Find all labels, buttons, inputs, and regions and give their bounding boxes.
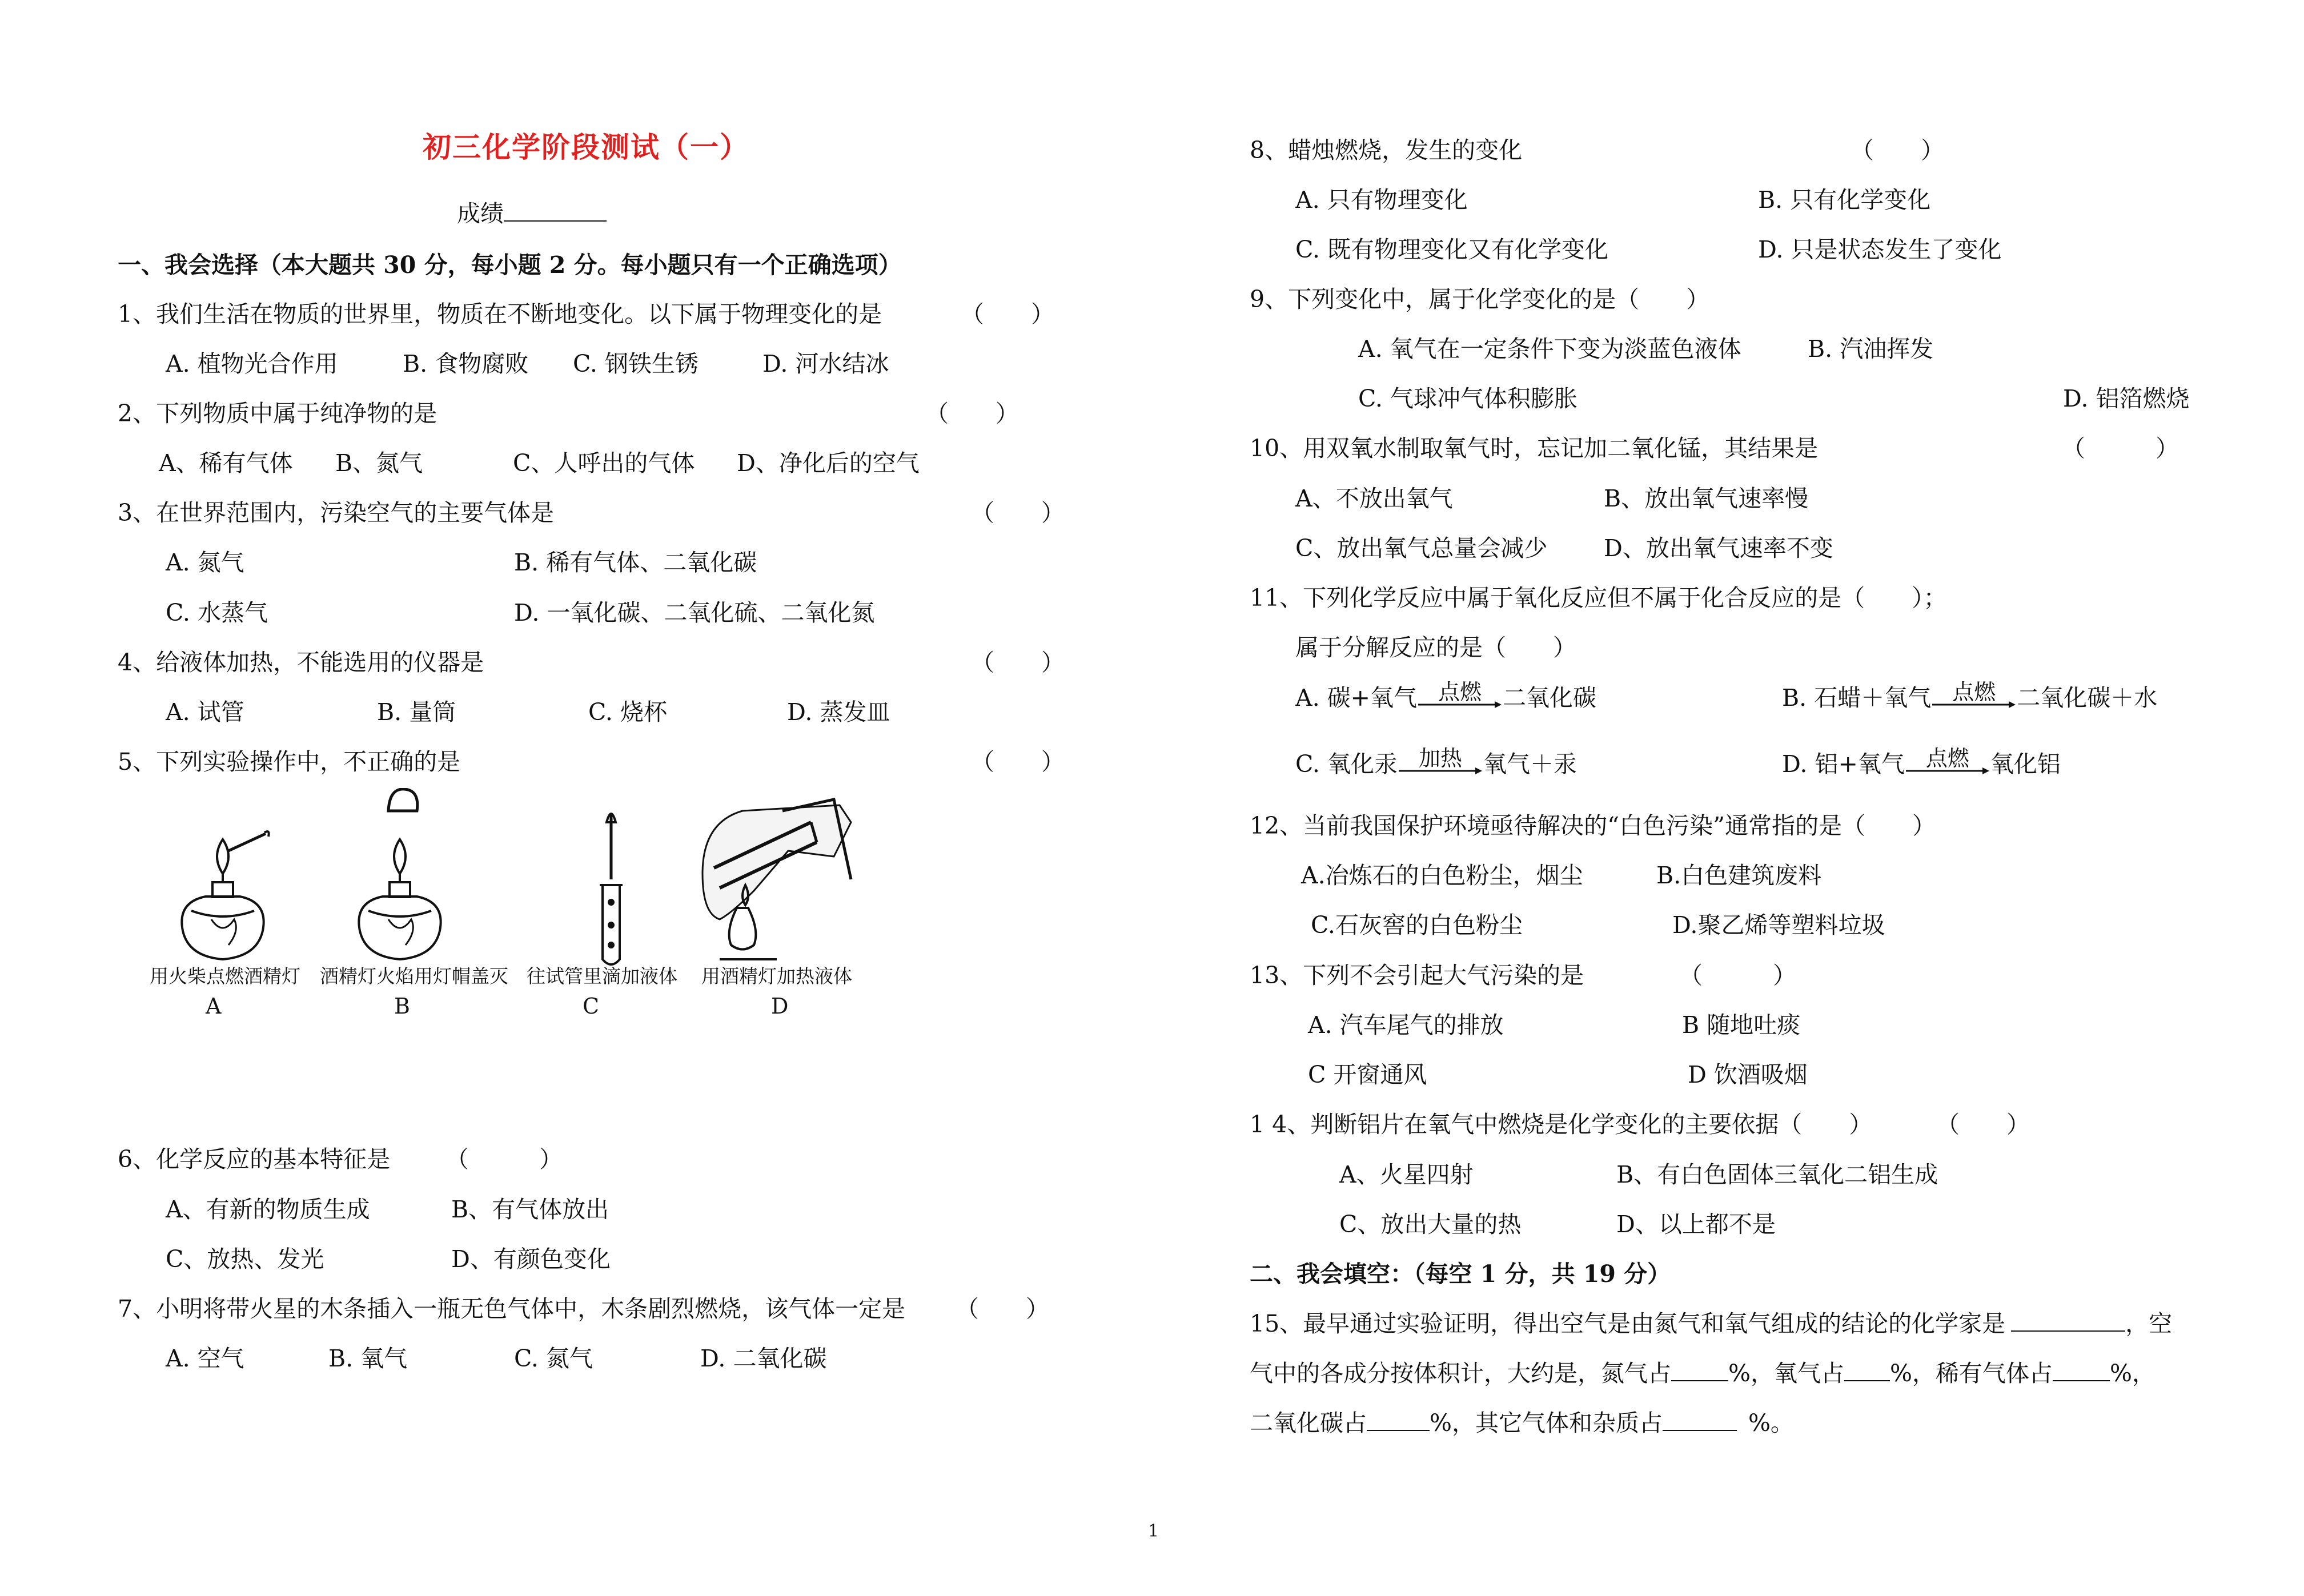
q2-option-b: B、氮气 (335, 449, 423, 477)
q11-option-d (1782, 746, 2061, 779)
q6-answer-paren: （ ） (445, 1145, 563, 1173)
test-tube-dropper-figure (600, 814, 623, 964)
q12-option-a: A.冶炼石的白色粉尘，烟尘 (1301, 862, 1583, 889)
q15-text2a: 气中的各成分按体积计，大约是，氮气占 (1250, 1360, 1671, 1387)
q3-option-b: B. 稀有气体、二氧化碳 (514, 549, 757, 576)
q4-option-a: A. 试管 (166, 698, 244, 726)
q5-fig-b-caption: 酒精灯火焰用灯帽盖灭 (320, 965, 508, 987)
q1-option-d: D. 河水结冰 (762, 350, 889, 377)
section2-heading: 二、我会填空：（每空 1 分，共 19 分） (1250, 1260, 1671, 1288)
q15-text1-end: ，空 (2125, 1310, 2173, 1337)
q9-option-b: B. 汽油挥发 (1808, 335, 1934, 363)
q15-blank-chemist[interactable] (2011, 1309, 2125, 1332)
q15-text3b: %，其它气体和杂质占 (1430, 1409, 1663, 1437)
q3-stem: 3、在世界范围内，污染空气的主要气体是 (118, 499, 555, 526)
q13-answer-paren: （ ） (1679, 962, 1796, 989)
q10-option-c: C、放出氧气总量会减少 (1295, 534, 1548, 562)
q15-line3 (1250, 1408, 1794, 1438)
page-title: 初三化学阶段测试（一） (423, 130, 749, 164)
q14-option-c: C、放出大量的热 (1339, 1211, 1522, 1238)
q15-blank-co2[interactable] (1367, 1408, 1430, 1431)
q13-stem: 13、下列不会引起大气污染的是 (1250, 962, 1584, 989)
page-number: 1 (1148, 1521, 1159, 1541)
q14-stem: 1 4、判断铝片在氧气中燃烧是化学变化的主要依据（ ） (1250, 1111, 1873, 1138)
q10-stem: 10、用双氧水制取氧气时，忘记加二氧化锰，其结果是 (1250, 435, 1819, 462)
q11-b-condition: 点燃 (1952, 680, 1996, 705)
q11-d-products: 氧化铝 (1990, 750, 2061, 778)
q8-option-a: A. 只有物理变化 (1295, 186, 1468, 214)
q11-option-c (1295, 746, 1577, 779)
q15-line1 (1250, 1309, 2172, 1338)
q11-c-condition: 加热 (1418, 746, 1462, 771)
q7-answer-paren: （ ） (956, 1295, 1049, 1322)
q15-line2 (1250, 1358, 2156, 1388)
score-line (457, 199, 607, 228)
q13-option-c: C 开窗通风 (1308, 1061, 1427, 1088)
q4-answer-paren: （ ） (971, 649, 1065, 676)
q11-c-reactants: C. 氧化汞 (1295, 750, 1398, 778)
q4-option-b: B. 量筒 (377, 698, 456, 726)
q8-option-b: B. 只有化学变化 (1758, 186, 1931, 214)
q6-stem: 6、化学反应的基本特征是 (118, 1145, 391, 1173)
q13-option-b: B 随地吐痰 (1682, 1011, 1801, 1039)
q15-text2c: %，稀有气体占 (1889, 1360, 2053, 1387)
q11-a-reactants: A. 碳+氧气 (1295, 684, 1418, 711)
q10-answer-paren: （ ） (2062, 435, 2179, 462)
q14-option-b: B、有白色固体三氧化二铝生成 (1616, 1161, 1938, 1188)
q5-answer-paren: （ ） (971, 748, 1065, 775)
q9-option-c: C. 气球冲气体积膨胀 (1358, 385, 1578, 412)
q8-option-c: C. 既有物理变化又有化学变化 (1295, 236, 1608, 263)
q14-option-d: D、以上都不是 (1616, 1211, 1776, 1238)
q5-fig-d-letter: D (771, 994, 789, 1019)
q3-option-a: A. 氮气 (166, 549, 244, 576)
section1-heading: 一、我会选择（本大题共 30 分，每小题 2 分。每小题只有一个正确选项） (118, 251, 902, 279)
q6-option-a: A、有新的物质生成 (166, 1196, 370, 1223)
q5-fig-a-caption: 用火柴点燃酒精灯 (150, 965, 300, 987)
q11-d-reactants: D. 铝+氧气 (1782, 750, 1905, 778)
q11-a-products: 二氧化碳 (1503, 684, 1597, 711)
q2-stem: 2、下列物质中属于纯净物的是 (118, 400, 437, 427)
q11-option-b (1782, 680, 2158, 713)
q2-answer-paren: （ ） (925, 400, 1019, 427)
heating-liquid-figure (703, 799, 851, 959)
q1-option-b: B. 食物腐败 (403, 350, 529, 377)
q5-fig-c-letter: C (583, 994, 600, 1019)
q5-figures (148, 788, 862, 976)
q1-option-a: A. 植物光合作用 (166, 350, 338, 377)
q4-stem: 4、给液体加热，不能选用的仪器是 (118, 649, 484, 676)
q15-blank-other[interactable] (1663, 1408, 1737, 1431)
q13-option-d: D 饮酒吸烟 (1688, 1061, 1808, 1088)
q11-a-condition: 点燃 (1438, 680, 1482, 705)
q5-stem: 5、下列实验操作中，不正确的是 (118, 748, 461, 775)
q9-stem: 9、下列变化中，属于化学变化的是（ ） (1250, 286, 1710, 313)
q11-d-condition: 点燃 (1925, 746, 1969, 771)
q6-option-b: B、有气体放出 (451, 1196, 609, 1223)
q15-blank-oxygen[interactable] (1844, 1358, 1890, 1381)
q8-stem: 8、蜡烛燃烧，发生的变化 (1250, 136, 1523, 164)
q15-text2b: %，氧气占 (1728, 1360, 1844, 1387)
q12-option-d: D.聚乙烯等塑料垃圾 (1672, 911, 1885, 939)
q11-stem2: 属于分解反应的是（ ） (1295, 634, 1576, 661)
q11-stem: 11、下列化学反应中属于氧化反应但不属于化合反应的是（ ）； (1250, 584, 1947, 612)
q10-option-a: A、不放出氧气 (1295, 485, 1453, 512)
q15-blank-noble-gas[interactable] (2053, 1358, 2110, 1381)
q2-option-a: A、稀有气体 (159, 449, 293, 477)
q6-option-d: D、有颜色变化 (451, 1245, 611, 1273)
q5-fig-c-caption: 往试管里滴加液体 (527, 965, 677, 987)
q9-option-d: D. 铝箔燃烧 (2063, 385, 2190, 412)
q5-fig-d-caption: 用酒精灯加热液体 (701, 965, 852, 987)
q5-fig-b-letter: B (394, 994, 410, 1019)
score-label: 成绩 (457, 200, 504, 227)
q11-a-arrow (1417, 680, 1503, 713)
q10-option-b: B、放出氧气速率慢 (1604, 485, 1809, 512)
reaction-arrow-icon (1931, 700, 2017, 709)
q4-option-d: D. 蒸发皿 (787, 698, 890, 726)
q4-option-c: C. 烧杯 (588, 698, 667, 726)
q12-option-b: B.白色建筑废料 (1656, 862, 1822, 889)
q7-option-a: A. 空气 (166, 1345, 244, 1372)
alcohol-lamp-cap-figure (359, 789, 440, 959)
q15-text3c: %。 (1748, 1409, 1794, 1437)
reaction-arrow-icon (1905, 766, 1990, 775)
q9-option-a: A. 氧气在一定条件下变为淡蓝色液体 (1358, 335, 1741, 363)
q8-answer-paren: （ ） (1851, 136, 1944, 164)
q3-answer-paren: （ ） (971, 499, 1065, 526)
q15-blank-nitrogen[interactable] (1671, 1358, 1728, 1381)
reaction-arrow-icon (1417, 700, 1503, 709)
q7-stem: 7、小明将带火星的木条插入一瓶无色气体中，木条剧烈燃烧，该气体一定是 (118, 1295, 906, 1322)
q11-b-reactants: B. 石蜡＋氧气 (1782, 684, 1932, 711)
q2-option-c: C、人呼出的气体 (513, 449, 695, 477)
q14-option-a: A、火星四射 (1339, 1161, 1474, 1188)
q13-option-a: A. 汽车尾气的排放 (1308, 1011, 1504, 1039)
q15-text1: 15、最早通过实验证明，得出空气是由氮气和氧气组成的结论的化学家是 (1250, 1310, 2006, 1337)
q11-b-arrow (1931, 680, 2017, 713)
q1-option-c: C. 钢铁生锈 (573, 350, 699, 377)
q12-option-c: C.石灰窖的白色粉尘 (1311, 911, 1523, 939)
q7-option-c: C. 氮气 (514, 1345, 593, 1372)
q3-option-d: D. 一氧化碳、二氧化硫、二氧化氮 (514, 599, 875, 626)
score-blank[interactable] (504, 199, 607, 222)
q6-option-c: C、放热、发光 (166, 1245, 324, 1273)
q2-option-d: D、净化后的空气 (737, 449, 920, 477)
q11-c-products: 氧气＋汞 (1483, 750, 1577, 778)
q8-option-d: D. 只是状态发生了变化 (1758, 236, 2002, 263)
q15-text3a: 二氧化碳占 (1250, 1409, 1367, 1437)
q5-fig-a-letter: A (206, 994, 222, 1019)
q1-answer-paren: （ ） (961, 300, 1054, 328)
q3-option-c: C. 水蒸气 (166, 599, 268, 626)
q11-c-arrow (1398, 746, 1483, 779)
q15-text2d: %， (2109, 1360, 2156, 1387)
q7-option-b: B. 氧气 (328, 1345, 408, 1372)
q11-d-arrow (1905, 746, 1990, 779)
q14-answer-paren: （ ） (1936, 1111, 2030, 1138)
alcohol-lamp-match-figure (182, 831, 268, 959)
q1-stem: 1、我们生活在物质的世界里，物质在不断地变化。以下属于物理变化的是 (118, 300, 882, 328)
q10-option-d: D、放出氧气速率不变 (1604, 534, 1833, 562)
q7-option-d: D. 二氧化碳 (700, 1345, 827, 1372)
q11-b-products: 二氧化碳＋水 (2017, 684, 2158, 711)
q11-option-a (1295, 680, 1597, 713)
q12-stem: 12、当前我国保护环境亟待解决的“白色污染”通常指的是（ ） (1250, 812, 1936, 839)
reaction-arrow-icon (1398, 766, 1483, 775)
